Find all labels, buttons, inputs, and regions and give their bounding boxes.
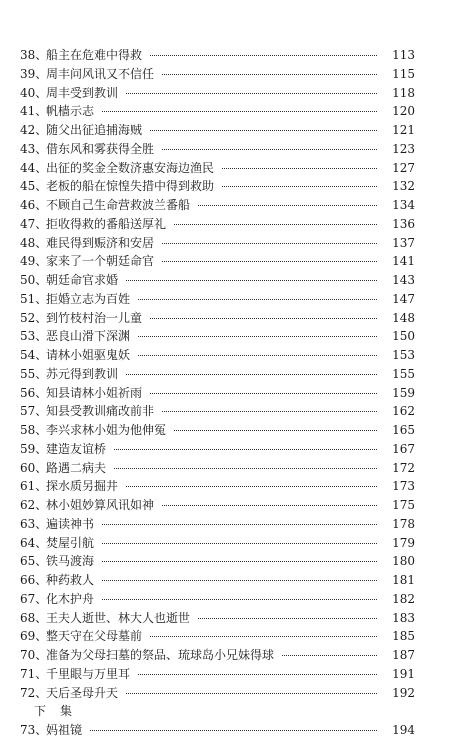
toc-entry-page-number: 150 bbox=[392, 329, 415, 344]
toc-entry-page-number: 137 bbox=[392, 235, 415, 250]
toc-entry bbox=[20, 290, 415, 309]
toc-entry bbox=[20, 627, 415, 646]
toc-entry-page-number: 113 bbox=[392, 48, 415, 62]
toc-entry-title: 拒收得救的番船送厚礼 bbox=[46, 216, 167, 231]
toc-entry bbox=[20, 177, 415, 196]
toc-entry-title: 种药救人 bbox=[46, 573, 95, 587]
toc-entry-title: 周丰问风讯又不信任 bbox=[46, 66, 155, 81]
dot-leader bbox=[162, 73, 377, 75]
toc-entry-page-number: 155 bbox=[392, 366, 415, 381]
toc-entry bbox=[20, 590, 415, 609]
dot-leader bbox=[126, 92, 377, 94]
toc-entry bbox=[20, 309, 415, 328]
toc-entry bbox=[20, 384, 415, 403]
toc-entry-title: 天后圣母升天 bbox=[46, 685, 119, 700]
toc-entry-title: 探水质另掘井 bbox=[46, 479, 119, 494]
toc-entry bbox=[20, 552, 415, 571]
toc-entry-page-number: 153 bbox=[392, 348, 415, 362]
toc-entry-page-number: 173 bbox=[392, 479, 415, 494]
toc-entry-title: 准备为父母扫墓的祭品、琉球岛小兄妹得球 bbox=[46, 648, 275, 662]
toc-entry-number: 64、 bbox=[20, 535, 48, 550]
toc-entry bbox=[20, 440, 415, 459]
toc-entry-number: 61、 bbox=[20, 479, 48, 494]
dot-leader bbox=[162, 410, 377, 412]
toc-entry-number: 40、 bbox=[20, 85, 48, 100]
toc-entry-page-number: 136 bbox=[392, 216, 415, 231]
dot-leader bbox=[102, 110, 377, 112]
toc-entry-number: 38、 bbox=[20, 48, 48, 62]
toc-entry-title: 遍读神书 bbox=[46, 516, 95, 531]
toc-entry bbox=[20, 534, 415, 553]
dot-leader bbox=[222, 167, 377, 169]
toc-entry bbox=[20, 84, 415, 103]
toc-entry-number: 54、 bbox=[20, 348, 48, 362]
dot-leader bbox=[138, 335, 377, 337]
toc-entry-number: 68、 bbox=[20, 610, 48, 625]
toc-entry-title: 建造友谊桥 bbox=[46, 441, 107, 456]
dot-leader bbox=[102, 579, 377, 581]
toc-entry-title: 铁马渡海 bbox=[46, 554, 95, 569]
table-of-contents bbox=[20, 46, 415, 740]
dot-leader bbox=[138, 354, 377, 356]
toc-entry-title: 路遇二病夫 bbox=[46, 460, 107, 475]
toc-entry-number: 65、 bbox=[20, 554, 48, 569]
toc-entry-page-number: 183 bbox=[392, 610, 415, 625]
toc-entry-page-number: 194 bbox=[392, 723, 415, 737]
toc-entry-page-number: 143 bbox=[392, 273, 415, 287]
dot-leader bbox=[102, 560, 377, 562]
toc-entry-title: 整天守在父母墓前 bbox=[46, 629, 143, 644]
toc-entry-number: 66、 bbox=[20, 573, 48, 587]
toc-entry-title: 难民得到赈济和安居 bbox=[46, 235, 155, 250]
toc-entry-page-number: 134 bbox=[392, 198, 415, 212]
toc-entry-title: 苏元得到教训 bbox=[46, 366, 119, 381]
toc-entry-title: 帆樯示志 bbox=[46, 104, 95, 119]
toc-entry bbox=[20, 515, 415, 534]
dot-leader bbox=[138, 673, 377, 675]
toc-entry-number: 39、 bbox=[20, 66, 48, 81]
dot-leader bbox=[150, 392, 377, 394]
toc-entry bbox=[20, 402, 415, 421]
dot-leader bbox=[162, 260, 377, 262]
toc-entry bbox=[20, 327, 415, 346]
toc-entry bbox=[20, 571, 415, 590]
dot-leader bbox=[126, 279, 377, 281]
toc-entry-number: 57、 bbox=[20, 404, 48, 419]
dot-leader bbox=[150, 129, 377, 131]
toc-entry-number: 59、 bbox=[20, 441, 48, 456]
toc-entry-number: 45、 bbox=[20, 179, 48, 194]
toc-entry-page-number: 185 bbox=[392, 629, 415, 644]
toc-entry-number: 60、 bbox=[20, 460, 48, 475]
toc-entry-title: 妈祖镜 bbox=[46, 723, 83, 737]
toc-entry-page-number: 120 bbox=[392, 104, 415, 119]
toc-entry-number: 46、 bbox=[20, 198, 48, 212]
toc-entry-title: 知县请林小姐祈雨 bbox=[46, 385, 143, 400]
toc-entry-title: 王夫人逝世、林大人也逝世 bbox=[46, 610, 191, 625]
toc-entry-number: 44、 bbox=[20, 160, 48, 175]
toc-entry bbox=[20, 159, 415, 178]
toc-entry-page-number: 127 bbox=[392, 160, 415, 175]
toc-entry-number: 63、 bbox=[20, 516, 48, 531]
toc-entry-page-number: 123 bbox=[392, 141, 415, 156]
toc-entry bbox=[20, 609, 415, 628]
toc-entry-number: 52、 bbox=[20, 310, 48, 325]
toc-entry-page-number: 159 bbox=[392, 385, 415, 400]
toc-entry-title: 不顾自己生命营救波兰番船 bbox=[46, 198, 191, 212]
toc-entry-page-number: 141 bbox=[392, 254, 415, 269]
toc-entry-number: 69、 bbox=[20, 629, 48, 644]
toc-entry-page-number: 182 bbox=[392, 591, 415, 606]
toc-entry-title: 焚屋引航 bbox=[46, 535, 95, 550]
toc-entry bbox=[20, 346, 415, 365]
toc-entry bbox=[20, 121, 415, 140]
toc-entry-title: 恶良山滑下深渊 bbox=[46, 329, 131, 344]
toc-entry bbox=[20, 365, 415, 384]
toc-entry-page-number: 121 bbox=[392, 123, 415, 137]
toc-entry bbox=[20, 252, 415, 271]
toc-entry-title: 船主在危难中得救 bbox=[46, 48, 143, 62]
toc-entry-title: 化木护舟 bbox=[46, 591, 95, 606]
dot-leader bbox=[162, 148, 377, 150]
toc-entry-number: 71、 bbox=[20, 666, 48, 681]
dot-leader bbox=[150, 635, 377, 637]
toc-entry-title: 李兴求林小姐为他伸冤 bbox=[46, 423, 167, 437]
toc-entry-page-number: 175 bbox=[392, 498, 415, 512]
dot-leader bbox=[90, 729, 377, 731]
toc-entry-number: 42、 bbox=[20, 123, 48, 137]
toc-entry-title: 周丰受到教训 bbox=[46, 85, 119, 100]
dot-leader bbox=[150, 317, 377, 319]
toc-entry-title: 拒婚立志为百姓 bbox=[46, 291, 131, 306]
toc-entry-page-number: 187 bbox=[392, 648, 415, 662]
toc-entry bbox=[20, 477, 415, 496]
dot-leader bbox=[282, 654, 377, 656]
toc-entry-page-number: 162 bbox=[392, 404, 415, 419]
toc-entry-title: 借东风和雾获得全胜 bbox=[46, 141, 155, 156]
dot-leader bbox=[114, 467, 377, 469]
toc-entry-number: 51、 bbox=[20, 291, 48, 306]
toc-entry-number: 55、 bbox=[20, 366, 48, 381]
dot-leader bbox=[126, 692, 377, 694]
toc-entry bbox=[20, 271, 415, 290]
dot-leader bbox=[174, 223, 377, 225]
toc-entry bbox=[20, 721, 415, 740]
dot-leader bbox=[162, 242, 377, 244]
toc-entry bbox=[20, 215, 415, 234]
toc-entry-title: 请林小姐驱鬼妖 bbox=[46, 348, 131, 362]
toc-entry-number: 58、 bbox=[20, 423, 48, 437]
toc-entry-number: 70、 bbox=[20, 648, 48, 662]
toc-entry-title: 到竹枝村治一儿童 bbox=[46, 310, 143, 325]
toc-entry-page-number: 179 bbox=[392, 535, 415, 550]
toc-entry-title: 朝廷命官求婚 bbox=[46, 273, 119, 287]
toc-entry-page-number: 167 bbox=[392, 441, 415, 456]
dot-leader bbox=[198, 617, 377, 619]
toc-entry-title: 出征的奖金全数济惠安海边渔民 bbox=[46, 160, 215, 175]
toc-entry-title: 随父出征追捕海贼 bbox=[46, 123, 143, 137]
toc-entry bbox=[20, 665, 415, 684]
toc-entry-number: 41、 bbox=[20, 104, 48, 119]
toc-entry-page-number: 180 bbox=[392, 554, 415, 569]
dot-leader bbox=[102, 598, 377, 600]
section-heading: 下集 bbox=[34, 704, 87, 719]
toc-entry bbox=[20, 496, 415, 515]
toc-entry bbox=[20, 646, 415, 665]
toc-entry-number: 47、 bbox=[20, 216, 48, 231]
toc-entry-page-number: 148 bbox=[392, 310, 415, 325]
toc-entry bbox=[20, 684, 415, 703]
toc-entry-number: 72、 bbox=[20, 685, 48, 700]
dot-leader bbox=[222, 185, 377, 187]
toc-entry-title: 老板的船在惊惶失措中得到救助 bbox=[46, 179, 215, 194]
toc-entry bbox=[20, 459, 415, 478]
toc-entry bbox=[20, 421, 415, 440]
toc-entry-title: 千里眼与万里耳 bbox=[46, 666, 131, 681]
toc-entry-title: 知县受教训痛改前非 bbox=[46, 404, 155, 419]
toc-entry-number: 50、 bbox=[20, 273, 48, 287]
toc-entry-page-number: 115 bbox=[392, 66, 415, 81]
toc-entry-page-number: 165 bbox=[392, 423, 415, 437]
dot-leader bbox=[162, 504, 377, 506]
dot-leader bbox=[126, 373, 377, 375]
toc-entry-title: 林小姐妙算风讯如神 bbox=[46, 498, 155, 512]
dot-leader bbox=[102, 523, 377, 525]
toc-entry-number: 48、 bbox=[20, 235, 48, 250]
toc-entry-number: 43、 bbox=[20, 141, 48, 156]
toc-entry-number: 62、 bbox=[20, 498, 48, 512]
toc-entry-page-number: 172 bbox=[392, 460, 415, 475]
toc-entry bbox=[20, 46, 415, 65]
dot-leader bbox=[138, 298, 377, 300]
toc-entry-title: 家来了一个朝廷命官 bbox=[46, 254, 155, 269]
toc-entry-page-number: 147 bbox=[392, 291, 415, 306]
toc-entry-page-number: 191 bbox=[392, 666, 415, 681]
dot-leader bbox=[102, 542, 377, 544]
toc-entry bbox=[20, 140, 415, 159]
toc-entry bbox=[20, 102, 415, 121]
toc-entry-number: 67、 bbox=[20, 591, 48, 606]
toc-entry-page-number: 178 bbox=[392, 516, 415, 531]
toc-entry bbox=[20, 65, 415, 84]
toc-entry-number: 56、 bbox=[20, 385, 48, 400]
toc-entry bbox=[20, 196, 415, 215]
toc-entry-number: 49、 bbox=[20, 254, 48, 269]
toc-entry-page-number: 181 bbox=[392, 573, 415, 587]
dot-leader bbox=[198, 204, 377, 206]
dot-leader bbox=[150, 54, 377, 56]
toc-entry-page-number: 192 bbox=[392, 685, 415, 700]
dot-leader bbox=[114, 448, 377, 450]
toc-entry-number: 53、 bbox=[20, 329, 48, 344]
toc-entry-page-number: 132 bbox=[392, 179, 415, 194]
toc-entry-number: 73、 bbox=[20, 723, 48, 737]
toc-entry bbox=[20, 234, 415, 253]
dot-leader bbox=[126, 485, 377, 487]
dot-leader bbox=[174, 429, 377, 431]
toc-entry-page-number: 118 bbox=[392, 85, 415, 100]
